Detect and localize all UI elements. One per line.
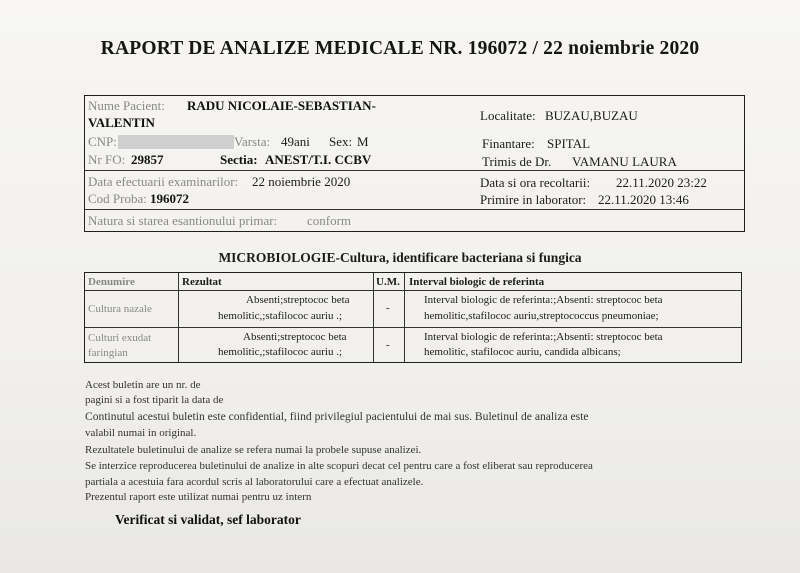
locality-value: BUZAU,BUZAU (545, 108, 638, 123)
test-result: Absenti;streptococ beta (246, 294, 350, 306)
patient-name-label: Nume Pacient: (88, 98, 165, 113)
fo-label: Nr FO: (88, 152, 126, 167)
test-name-continued: faringian (88, 347, 128, 359)
sex-value: M (357, 134, 369, 149)
footer-note: Acest buletin are un nr. de (85, 379, 201, 391)
patient-name-continued: VALENTIN (88, 115, 155, 130)
test-result: Absenti;streptococ beta (243, 331, 347, 343)
test-name: Cultura nazale (88, 303, 152, 315)
test-unit: - (386, 339, 390, 351)
financing-value: SPITAL (547, 136, 591, 151)
age-label: Varsta: (234, 134, 271, 149)
divider (85, 209, 744, 210)
footer-note: Rezultatele buletinului de analize se refera numai la probele supuse analizei. (85, 444, 422, 456)
referrer-value: VAMANU LAURA (572, 154, 677, 169)
divider (178, 273, 179, 362)
column-header-name: Denumire (88, 276, 135, 288)
received-label: Primire in laborator: (480, 192, 587, 207)
footer-note: Continutul acestui buletin este confidential, fiind privilegiul pacientului de mai sus. Buletinul de analiza este (85, 410, 589, 423)
test-interval-continued: hemolitic,stafilococ auriu,streptococcus pneumoniae; (424, 310, 659, 322)
page-title: RAPORT DE ANALIZE MEDICALE NR. 196072 / 22 noiembrie 2020 (100, 38, 700, 59)
collection-label: Data si ora recoltarii: (480, 175, 591, 190)
column-header-unit: U.M. (376, 276, 400, 288)
test-interval: Interval biologic de referinta:;Absenti: streptococ beta (424, 294, 663, 306)
divider (85, 170, 744, 171)
cnp-label: CNP: (88, 134, 117, 149)
microbiology-section-title: MICROBIOLOGIE-Cultura, identificare bacteriana si fungica (218, 250, 582, 265)
exam-date-value: 22 noiembrie 2020 (252, 174, 351, 189)
cnp-redacted (118, 135, 234, 149)
section-label: Sectia: (220, 152, 258, 167)
test-unit: - (386, 302, 390, 314)
divider (404, 273, 405, 362)
fo-value: 29857 (131, 152, 164, 167)
exam-date-label: Data efectuarii examinarilor: (88, 174, 239, 189)
patient-name: RADU NICOLAIE-SEBASTIAN- (187, 98, 376, 113)
sample-code-label: Cod Proba: (88, 191, 147, 206)
divider (85, 290, 741, 291)
age-value: 49ani (281, 134, 310, 149)
sex-label: Sex: (329, 134, 353, 149)
referrer-label: Trimis de Dr. (482, 154, 552, 169)
signature-line: Verificat si validat, sef laborator (115, 512, 301, 527)
footer-note: Se interzice reproducerea buletinului de analize in alte scopuri decat cel pentru care a fost eliberat sau reproducerea (85, 460, 593, 472)
test-result-continued: hemolitic,;stafilococ auriu .; (218, 310, 343, 322)
section-value: ANEST/T.I. CCBV (265, 152, 372, 167)
footer-note: valabil numai in original. (85, 427, 197, 439)
column-header-result: Rezultat (182, 276, 222, 288)
column-header-interval: Interval biologic de referinta (409, 276, 545, 288)
test-name: Culturi exudat (88, 332, 152, 344)
footer-note: partiala a acestuia fara acordul scris al laboratorului care a efectuat analizele. (85, 476, 424, 488)
financing-label: Finantare: (482, 136, 535, 151)
divider (85, 327, 741, 328)
test-result-continued: hemolitic,;stafilococ auriu .; (218, 346, 343, 358)
test-interval-continued: hemolitic, stafilococ auriu, candida albicans; (424, 346, 621, 358)
test-interval: Interval biologic de referinta:;Absenti: streptococ beta (424, 331, 663, 343)
collection-value: 22.11.2020 23:22 (616, 175, 707, 190)
sample-nature-value: conform (307, 213, 352, 228)
locality-label: Localitate: (480, 108, 536, 123)
footer-note: Prezentul raport este utilizat numai pentru uz intern (85, 491, 312, 503)
sample-code-value: 196072 (150, 191, 189, 206)
sample-nature-label: Natura si starea esantionului primar: (88, 213, 278, 228)
divider (373, 273, 374, 362)
footer-note: pagini si a fost tiparit la data de (85, 394, 224, 406)
received-value: 22.11.2020 13:46 (598, 192, 689, 207)
